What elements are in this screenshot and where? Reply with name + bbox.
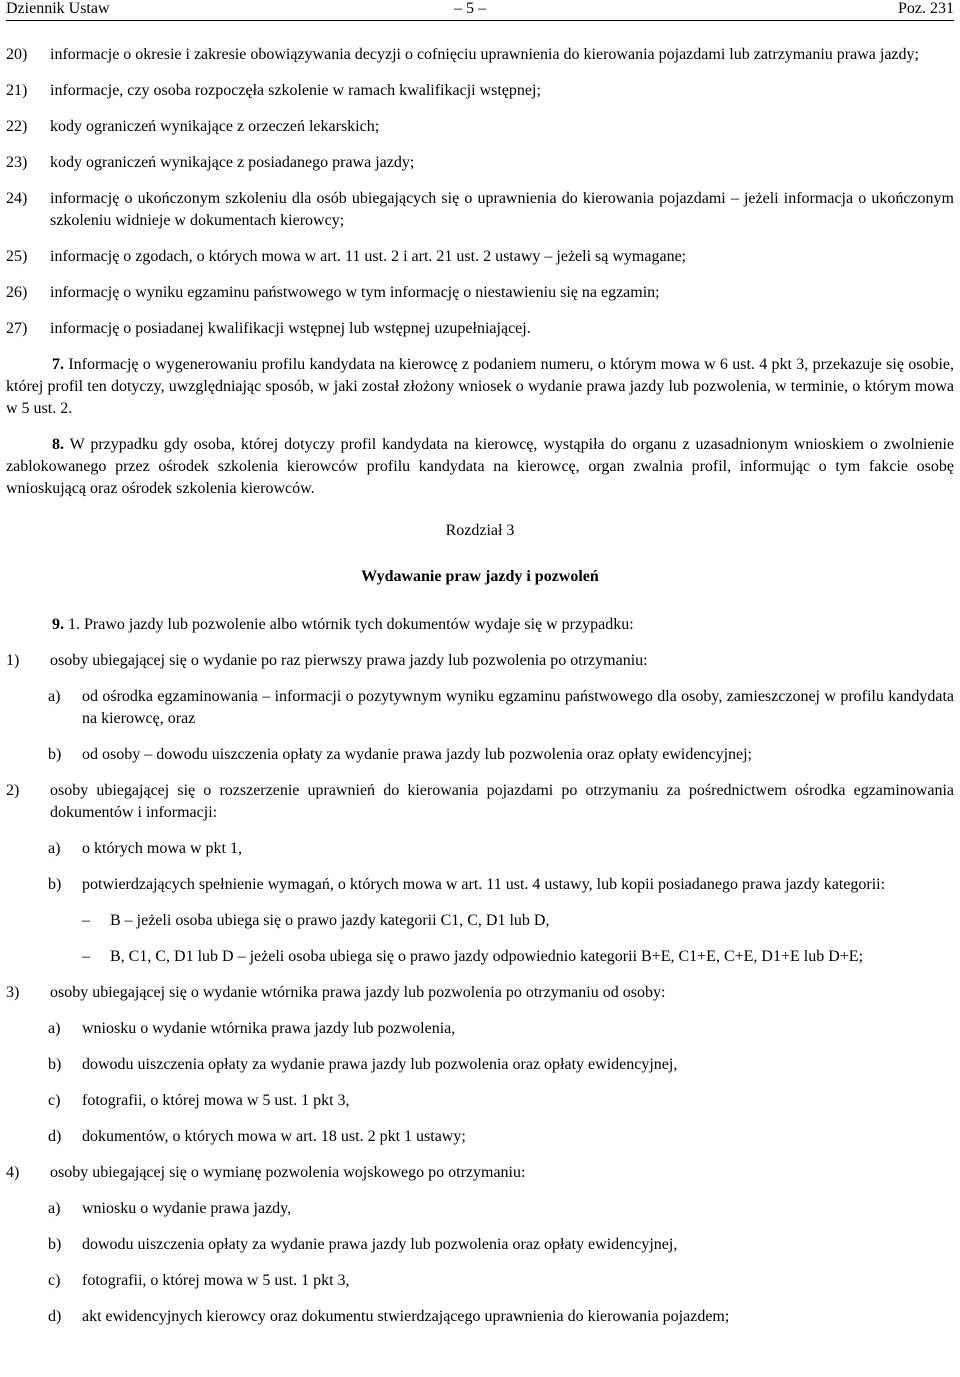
list-item [6,152,954,174]
letter-text: potwierdzających spełnienie wymagań, o których mowa w art. 11 ust. 4 ustawy, lub kopii posiadanego prawa jazdy kategorii: [82,876,886,893]
item-number: 22) [6,118,28,135]
item-number: 25) [6,248,28,265]
letter-item [6,1090,954,1112]
item-number: 26) [6,284,28,301]
point-3 [6,982,954,1004]
point-number: 2) [6,782,20,799]
list-item [6,246,954,268]
letter: d) [48,1308,62,1325]
letter: b) [48,876,62,893]
page-header [6,0,954,21]
letter-text: dowodu uiszczenia opłaty za wydanie prawa jazdy lub pozwolenia oraz opłaty ewidencyjnej, [82,1236,678,1253]
letter-text: wniosku o wydanie prawa jazdy, [82,1200,292,1217]
item-text: informacje, czy osoba rozpoczęła szkolenie w ramach kwalifikacji wstępnej; [50,82,541,99]
position-number: Poz. 231 [898,0,954,17]
point-number: 4) [6,1164,20,1181]
item-number: 27) [6,320,28,337]
dash-marker: – [82,948,90,965]
document-body [6,44,954,1342]
letter-text: dokumentów, o których mowa w art. 18 ust. 2 pkt 1 ustawy; [82,1128,466,1145]
point-number: 1) [6,652,20,669]
letter: b) [48,1236,62,1253]
dash-text: B, C1, C, D1 lub D – jeżeli osoba ubiega się o prawo jazdy odpowiednio kategorii B+E, C1+E, C+E, D1+E lub D+E; [110,948,864,965]
item-text: informację o zgodach, o których mowa w art. 11 ust. 2 i art. 21 ust. 2 ustawy – jeżeli są wymagane; [50,248,687,265]
item-text: informacje o okresie i zakresie obowiązywania decyzji o cofnięciu uprawnienia do kierowania pojazdami lub zatrzymaniu prawa jazdy; [50,46,919,63]
letter-item [6,686,954,730]
item-number: 21) [6,82,28,99]
letter-item [6,1054,954,1076]
letter-text: o których mowa w pkt 1, [82,840,242,857]
paragraph-8 [6,434,954,500]
letter-item [6,1270,954,1292]
dash-text: B – jeżeli osoba ubiega się o prawo jazdy kategorii C1, C, D1 lub D, [110,912,550,929]
letter-item [6,838,954,860]
letter-item [6,874,954,896]
paragraph-7 [6,354,954,420]
letter-text: od osoby – dowodu uiszczenia opłaty za wydanie prawa jazdy lub pozwolenia oraz opłaty ewidencyjnej; [82,746,752,763]
item-text: kody ograniczeń wynikające z orzeczeń lekarskich; [50,118,380,135]
letter-text: od ośrodka egzaminowania – informacji o pozytywnym wyniku egzaminu państwowego dla osoby, zamieszczonej w profilu kandydata na kierowcę, oraz [82,688,954,727]
letter: a) [48,688,61,705]
point-text: osoby ubiegającej się o wymianę pozwolenia wojskowego po otrzymaniu: [50,1164,526,1181]
item-text: kody ograniczeń wynikające z posiadanego prawa jazdy; [50,154,415,171]
point-text: osoby ubiegającej się o wydanie po raz pierwszy prawa jazdy lub pozwolenia po otrzymaniu: [50,652,648,669]
dash-marker: – [82,912,90,929]
letter-text: fotografii, o której mowa w 5 ust. 1 pkt 3, [82,1272,350,1289]
paragraph-text: W przypadku gdy osoba, której dotyczy profil kandydata na kierowcę, wystąpiła do organu z uzasadnionym wnioskiem o zwolnienie zablokowanego przez ośrodek szkolenia kierowców profilu kandydata na kierowcę, organ zwalnia profil, informując o tym fakcie osobę wnioskującą oraz ośrodek szkolenia kierowców. [6,436,954,497]
letter-text: wniosku o wydanie wtórnika prawa jazdy lub pozwolenia, [82,1020,456,1037]
letter: a) [48,1020,61,1037]
point-4 [6,1162,954,1184]
letter: a) [48,1200,61,1217]
paragraph-9 [6,614,954,636]
page-number: – 5 – [454,0,486,17]
paragraph-text: Informację o wygenerowaniu profilu kandydata na kierowcę z podaniem numeru, o którym mowa w 6 ust. 4 pkt 3, przekazuje się osobie, której profil ten dotyczy, uwzględniając sposób, w jaki został złożony wniosek o wydanie prawa jazdy lub pozwolenia, w terminie, o którym mowa w 5 ust. 2. [6,356,954,417]
point-1 [6,650,954,672]
point-text: osoby ubiegającej się o rozszerzenie uprawnień do kierowania pojazdami po otrzymaniu za pośrednictwem ośrodka egzaminowania dokumentów i informacji: [50,782,954,821]
list-item [6,116,954,138]
letter: b) [48,746,62,763]
chapter-title: Wydawanie praw jazdy i pozwoleń [361,568,599,585]
list-item [6,188,954,232]
chapter-label: Rozdział 3 [445,522,515,539]
letter: d) [48,1128,62,1145]
point-number: 3) [6,984,20,1001]
dash-item [6,910,954,932]
letter: b) [48,1056,62,1073]
paragraph-number: 9. [52,616,64,633]
letter: a) [48,840,61,857]
journal-name: Dziennik Ustaw [6,0,110,17]
paragraph-number: 7. [52,356,64,373]
list-item [6,282,954,304]
paragraph-text: 1. Prawo jazdy lub pozwolenie albo wtórnik tych dokumentów wydaje się w przypadku: [68,616,634,633]
list-item [6,44,954,66]
letter-text: fotografii, o której mowa w 5 ust. 1 pkt 3, [82,1092,350,1109]
letter: c) [48,1272,61,1289]
letter-item [6,1198,954,1220]
point-text: osoby ubiegającej się o wydanie wtórnika prawa jazdy lub pozwolenia po otrzymaniu od osoby: [50,984,666,1001]
letter: c) [48,1092,61,1109]
dash-item [6,946,954,968]
letter-item [6,744,954,766]
letter-item [6,1234,954,1256]
item-text: informację o ukończonym szkoleniu dla osób ubiegających się o uprawnienia do kierowania pojazdami – jeżeli informacja o ukończonym szkoleniu widnieje w dokumentach kierowcy; [50,190,954,229]
letter-item [6,1126,954,1148]
letter-item [6,1018,954,1040]
letter-text: dowodu uiszczenia opłaty za wydanie prawa jazdy lub pozwolenia oraz opłaty ewidencyjnej, [82,1056,678,1073]
item-number: 20) [6,46,28,63]
list-item [6,318,954,340]
item-text: informację o wyniku egzaminu państwowego w tym informację o niestawieniu się na egzamin; [50,284,660,301]
paragraph-number: 8. [52,436,64,453]
letter-item [6,1306,954,1328]
letter-text: akt ewidencyjnych kierowcy oraz dokumentu stwierdzającego uprawnienia do kierowania pojazdem; [82,1308,730,1325]
point-2 [6,780,954,824]
item-number: 24) [6,190,28,207]
item-number: 23) [6,154,28,171]
list-item [6,80,954,102]
item-text: informację o posiadanej kwalifikacji wstępnej lub wstępnej uzupełniającej. [50,320,531,337]
